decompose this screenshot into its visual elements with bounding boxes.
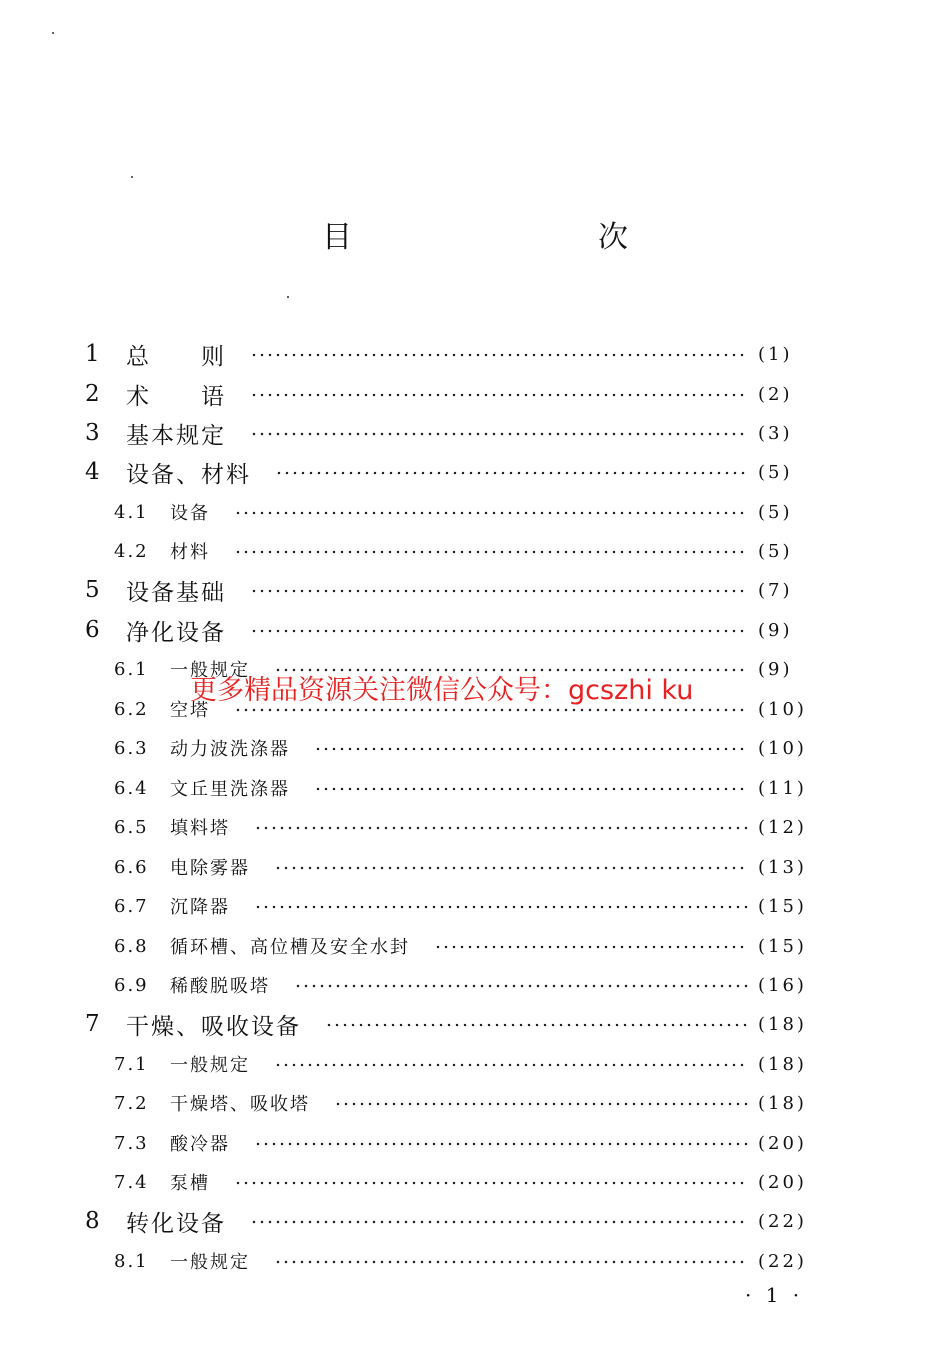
toc-entry — [0, 536, 950, 566]
toc-entry-page: (1) — [758, 343, 793, 365]
scan-speck — [131, 176, 133, 178]
toc-entry-label: 净化设备 — [126, 619, 226, 646]
toc-leader-dots — [314, 747, 748, 751]
toc-entry-label: 一般规定 — [170, 660, 250, 681]
toc-entry-number: 6.6 — [114, 856, 149, 878]
toc-entry — [0, 733, 950, 763]
toc-entry-number: 4.1 — [114, 501, 149, 523]
toc-entry — [0, 339, 950, 369]
toc-entry — [0, 931, 950, 961]
toc-entry-label: 设备 — [170, 503, 210, 524]
toc-entry-label: 泵槽 — [170, 1173, 210, 1194]
toc-entry-label: 沉降器 — [170, 897, 230, 918]
toc-entry-page: (5) — [758, 540, 793, 562]
toc-leader-dots — [254, 905, 748, 909]
toc-entry-number: 6.4 — [114, 777, 149, 799]
toc-leader-dots — [250, 1220, 748, 1224]
toc-entry-number: 7.4 — [114, 1171, 149, 1193]
toc-entry-number: 7.3 — [114, 1132, 149, 1154]
toc-entry-page: (10) — [758, 737, 807, 759]
toc-entry — [0, 1167, 950, 1197]
toc-entry — [0, 575, 950, 605]
toc-entry-label: 一般规定 — [170, 1055, 250, 1076]
toc-entry-label: 术 语 — [126, 383, 226, 410]
toc-leader-dots — [294, 984, 748, 988]
toc-leader-dots — [254, 1142, 748, 1146]
toc-leader-dots — [234, 550, 748, 554]
toc-entry-label: 干燥、吸收设备 — [126, 1013, 301, 1040]
toc-entry-page: (11) — [758, 777, 807, 799]
toc-entry-number: 6 — [85, 617, 100, 643]
toc-entry — [0, 773, 950, 803]
toc-entry — [0, 1128, 950, 1158]
toc-entry-label: 设备基础 — [126, 579, 226, 606]
toc-entry-page: (12) — [758, 816, 807, 838]
toc-entry-label: 一般规定 — [170, 1252, 250, 1273]
page-title: 目 次 — [322, 220, 690, 255]
toc-leader-dots — [250, 589, 748, 593]
toc-entry-page: (18) — [758, 1053, 807, 1075]
toc-entry-number: 6.1 — [114, 658, 149, 680]
scan-speck — [287, 296, 289, 298]
toc-entry-page: (9) — [758, 619, 793, 641]
toc-entry-number: 1 — [85, 341, 100, 367]
toc-entry-page: (18) — [758, 1092, 807, 1114]
toc-leader-dots — [274, 866, 748, 870]
toc-entry — [0, 852, 950, 882]
toc-entry-label: 动力波洗涤器 — [170, 739, 290, 760]
toc-entry-page: (5) — [758, 461, 793, 483]
toc-entry-page: (10) — [758, 698, 807, 720]
toc-entry-label: 材料 — [170, 542, 210, 563]
toc-leader-dots — [254, 826, 748, 830]
page-number: · 1 · — [745, 1283, 804, 1307]
toc-entry-page: (15) — [758, 935, 807, 957]
toc-entry-page: (2) — [758, 383, 793, 405]
toc-leader-dots — [334, 1102, 748, 1106]
toc-entry-page: (9) — [758, 658, 793, 680]
toc-entry-label: 总 则 — [126, 343, 226, 370]
toc-entry-label: 转化设备 — [126, 1210, 226, 1237]
toc-leader-dots — [275, 471, 748, 475]
toc-entry-page: (3) — [758, 422, 793, 444]
toc-entry-number: 6.8 — [114, 935, 149, 957]
toc-entry-label: 电除雾器 — [170, 858, 250, 879]
toc-entry — [0, 418, 950, 448]
toc-entry — [0, 970, 950, 1000]
toc-entry-page: (22) — [758, 1250, 807, 1272]
toc-entry — [0, 615, 950, 645]
toc-entry — [0, 1206, 950, 1236]
toc-entry-page: (20) — [758, 1171, 807, 1193]
toc-entry-number: 7.2 — [114, 1092, 149, 1114]
toc-entry-number: 7.1 — [114, 1053, 149, 1075]
toc-leader-dots — [325, 1023, 748, 1027]
toc-entry-page: (20) — [758, 1132, 807, 1154]
toc-entry-number: 7 — [85, 1011, 100, 1037]
toc-leader-dots — [234, 511, 748, 515]
toc-entry — [0, 379, 950, 409]
toc-entry — [0, 1088, 950, 1118]
toc-entry-number: 8 — [85, 1208, 100, 1234]
toc-entry-number: 4 — [85, 459, 100, 485]
toc-entry-label: 填料塔 — [170, 818, 230, 839]
toc-leader-dots — [274, 1063, 748, 1067]
toc-leader-dots — [234, 1181, 748, 1185]
toc-leader-dots — [250, 629, 748, 633]
toc-entry-page: (22) — [758, 1210, 807, 1232]
toc-entry-number: 3 — [85, 420, 100, 446]
toc-entry — [0, 1246, 950, 1276]
toc-entry-label: 文丘里洗涤器 — [170, 779, 290, 800]
toc-entry-number: 6.3 — [114, 737, 149, 759]
toc-entry — [0, 497, 950, 527]
toc-entry-label: 干燥塔、吸收塔 — [170, 1094, 310, 1115]
toc-leader-dots — [314, 787, 748, 791]
toc-entry — [0, 457, 950, 487]
toc-entry-page: (16) — [758, 974, 807, 996]
toc-entry — [0, 1049, 950, 1079]
scan-speck — [52, 32, 54, 34]
toc-entry-label: 稀酸脱吸塔 — [170, 976, 270, 997]
toc-entry-number: 2 — [85, 381, 100, 407]
toc-entry-label: 空塔 — [170, 700, 210, 721]
toc-entry-label: 设备、材料 — [126, 461, 251, 488]
toc-leader-dots — [234, 708, 748, 712]
toc-entry-label: 酸冷器 — [170, 1134, 230, 1155]
toc-entry-page: (15) — [758, 895, 807, 917]
toc-entry — [0, 812, 950, 842]
toc-leader-dots — [250, 353, 748, 357]
toc-entry-page: (18) — [758, 1013, 807, 1035]
toc-entry-number: 6.5 — [114, 816, 149, 838]
toc-entry-page: (13) — [758, 856, 807, 878]
toc-entry-label: 基本规定 — [126, 422, 226, 449]
toc-leader-dots — [434, 945, 748, 949]
toc-entry-number: 6.9 — [114, 974, 149, 996]
toc-leader-dots — [250, 393, 748, 397]
toc-entry-number: 6.7 — [114, 895, 149, 917]
watermark-text: 更多精品资源关注微信公众号：gcszhi ku — [190, 675, 694, 706]
toc-leader-dots — [250, 432, 748, 436]
toc-entry-number: 6.2 — [114, 698, 149, 720]
toc-leader-dots — [274, 1260, 748, 1264]
toc-entry-label: 循环槽、高位槽及安全水封 — [170, 937, 410, 958]
toc-entry-page: (7) — [758, 579, 793, 601]
toc-entry — [0, 891, 950, 921]
toc-entry — [0, 1009, 950, 1039]
toc-entry-number: 4.2 — [114, 540, 149, 562]
toc-entry-number: 8.1 — [114, 1250, 149, 1272]
toc-entry-page: (5) — [758, 501, 793, 523]
toc-entry-number: 5 — [85, 577, 100, 603]
